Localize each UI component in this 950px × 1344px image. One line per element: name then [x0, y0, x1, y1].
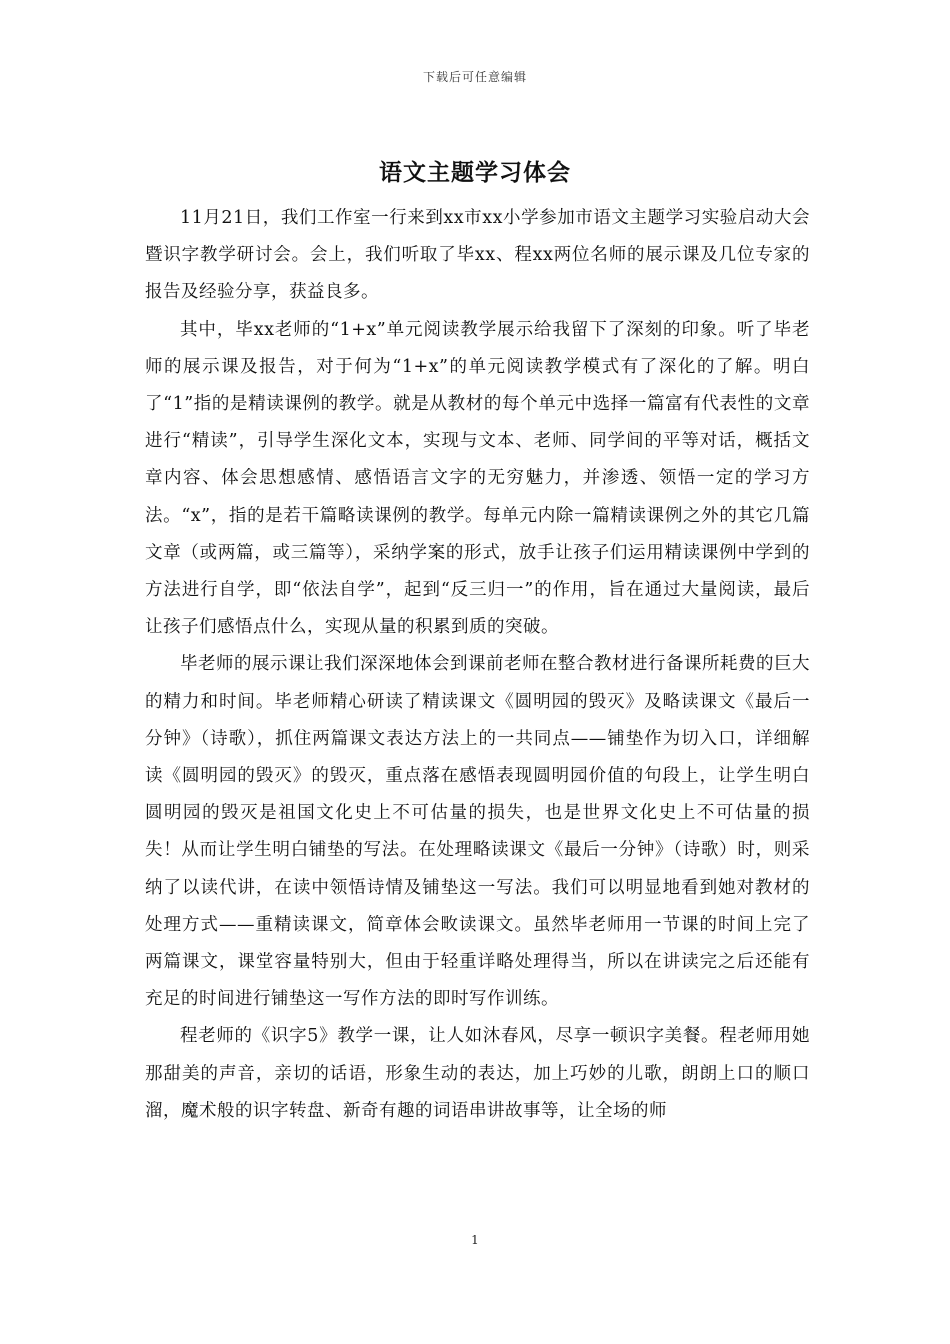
header-note: 下载后可任意编辑: [422, 70, 527, 84]
document-body: [145, 200, 810, 1130]
paragraph: 程老师的《识字5》教学一课，让人如沐春风，尽享一顿识字美餐。程老师用她那甜美的声音，亲切的话语，形象生动的表达，加上巧妙的儿歌，朗朗上口的顺口溜，魔术般的识字转盘、新奇有趣的词语串讲故事等，让全场的师: [145, 1026, 810, 1121]
paragraph: 11月21日，我们工作室一行来到xx市xx小学参加市语文主题学习实验启动大会暨识字教学研讨会。会上，我们听取了毕xx、程xx两位名师的展示课及几位专家的报告及经验分享，获益良多。: [145, 208, 810, 303]
page-number: 1: [471, 1233, 479, 1247]
document-title: 语文主题学习体会: [379, 159, 571, 186]
paragraph: 其中，毕xx老师的“1+x”单元阅读教学展示给我留下了深刻的印象。听了毕老师的展示课及报告，对于何为“1+x”的单元阅读教学模式有了深化的了解。明白了“1”指的是精读课例的教学。就是从教材的每个单元中选择一篇富有代表性的文章进行“精读”，引导学生深化文本，实现与文本、老师、同学间的平等对话，概括文章内容、体会思想感情、感悟语言文字的无穷魅力，并渗透、领悟一定的学习方法。“x”，指的是若干篇略读课例的教学。每单元内除一篇精读课例之外的其它几篇文章（或两篇，或三篇等），采纳学案的形式，放手让孩子们运用精读课例中学到的方法进行自学，即“依法自学”，起到“反三归一”的作用，旨在通过大量阅读，最后让孩子们感悟点什么，实现从量的积累到质的突破。: [145, 319, 810, 638]
paragraph: 毕老师的展示课让我们深深地体会到课前老师在整合教材进行备课所耗费的巨大的精力和时间。毕老师精心研读了精读课文《圆明园的毁灭》及略读课文《最后一分钟》（诗歌），抓住两篇课文表达方法上的一共同点——铺垫作为切入口，详细解读《圆明园的毁灭》的毁灭，重点落在感悟表现圆明园价值的句段上，让学生明白圆明园的毁灭是祖国文化史上不可估量的损失，也是世界文化史上不可估量的损失！从而让学生明白铺垫的写法。在处理略读课文《最后一分钟》（诗歌）时，则采纳了以读代讲，在读中领悟诗情及铺垫这一写法。我们可以明显地看到她对教材的处理方式——重精读课文，简章体会畋读课文。虽然毕老师用一节课的时间上完了两篇课文，课堂容量特别大，但由于轻重详略处理得当，所以在讲读完之后还能有充足的时间进行铺垫这一写作方法的即时写作训练。: [145, 654, 810, 1010]
